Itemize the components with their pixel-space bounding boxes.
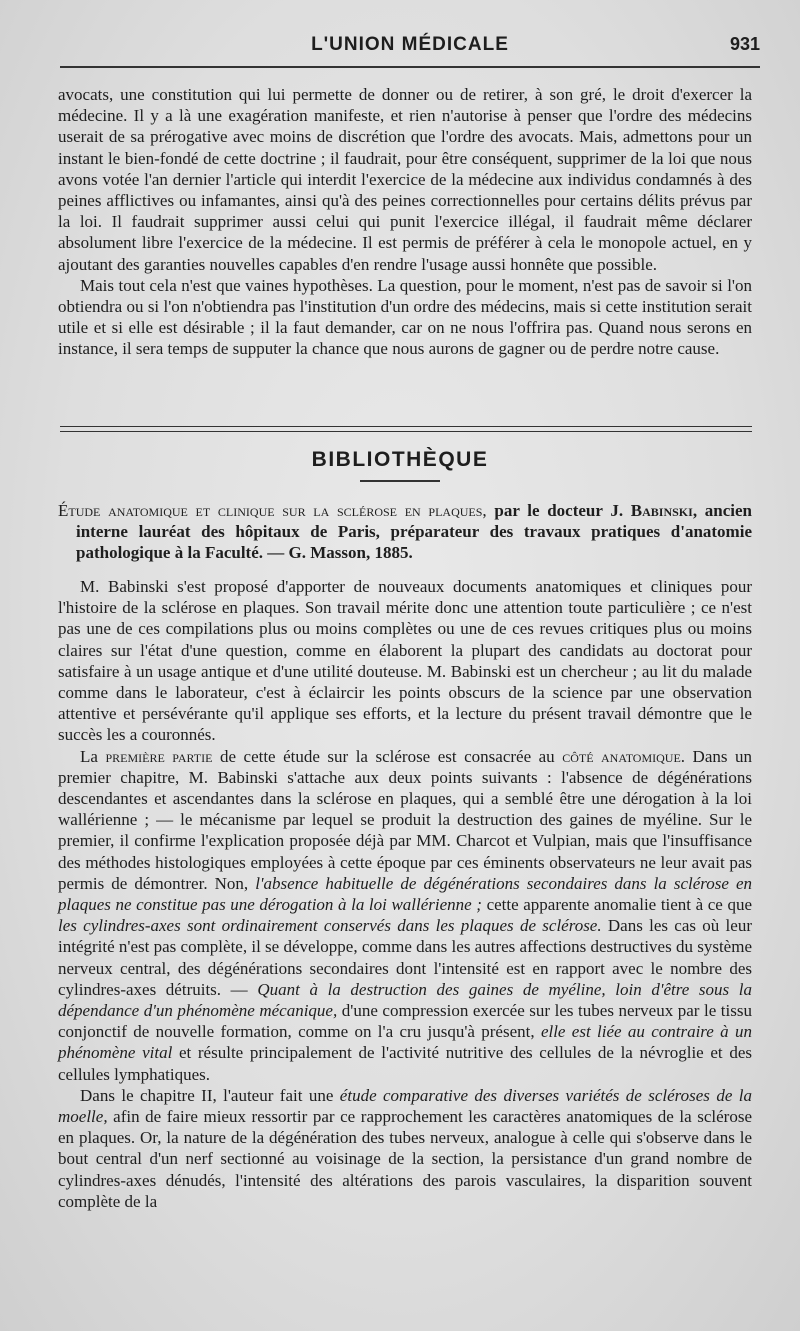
book-reference xyxy=(58,500,752,564)
section-divider xyxy=(60,426,752,432)
reference-title: Étude anatomique et clinique sur la sclérose en plaques, xyxy=(58,501,487,520)
p2-smallcaps-1: première partie xyxy=(105,746,213,766)
p2-italic-3: Quant à la destruction des gaines de myéline, loin d'être sous la dépendance d'un phénomène mécanique, xyxy=(58,979,752,1021)
p2-text-c: Dans un premier chapitre, M. Babinski s'attache aux deux points suivants : l'absence de dégénérations descendantes et ascendantes dans la sclérose en plaques, qui a semblé être une dérogation à la loi wallérienne ; — le mécanisme par lequel se produit la destruction des gaines de myéline. Sur le premier, il confirme l'explication proposée déjà par MM. Charcot et Vulpian, mais que l'insuffisance des méthodes histologiques employées à cette époque par ces éminents observateurs ne leur avait pas permis de démontrer. Non, xyxy=(58,746,752,893)
p3-italic-1: étude comparative des diverses variétés de scléroses de la moelle, xyxy=(58,1085,752,1127)
running-title: L'UNION MÉDICALE xyxy=(311,34,509,55)
reference-author-name: Babinski xyxy=(630,501,693,520)
p2-text-e: Dans les cas où leur intégrité n'est pas complète, il se développe, comme dans les autres affections destructives du système nerveux central, des dégénérations secondaires dont l'intensité est en rapport avec le nombre des cylindres-axes détruits. — xyxy=(58,916,752,999)
article-continuation xyxy=(58,84,752,360)
p2-text-d: cette apparente anomalie tient à ce que xyxy=(481,895,752,915)
review-paragraph-1: M. Babinski s'est proposé d'apporter de nouveaux documents anatomiques et cliniques pour l'histoire de la sclérose en plaques. Son travail mérite donc une attention toute particulière ; ce n'est pas une de ces compilations plus ou moins complètes ou une de ces revues critiques plus ou moins claires sur l'état d'une question, comme en élaborent la plupart des candidats au doctorat pour satisfaire à un usage antique et d'une utilité douteuse. M. Babinski est un chercheur ; au lit du malade comme dans le laborateur, c'est à éclaircir les points obscurs de la science par une observation attentive et persévérante qu'il applique ses efforts, et la lecture du présent travail démontre que le succès les a couronnés. xyxy=(58,577,752,745)
header-rule xyxy=(60,66,760,68)
review-paragraph-2 xyxy=(58,746,752,1085)
continuation-paragraph-1: avocats, une constitution qui lui permette de donner ou de retirer, à son gré, le droit d'exercer la médecine. Il y a là une exagération manifeste, et rien n'autorise à penser que l'ordre des médecins userait de sa prérogative avec moins de discrétion que l'ordre des avocats. Mais, admettons pour un instant le bien-fondé de cette doctrine ; il faudrait, pour être conséquent, supprimer de la loi que nous avons votée l'an dernier l'article qui interdit l'exercice de la médecine aux individus condamnés à des peines afflictives ou infamantes, ainsi qu'à des peines correctionnelles pour certains délits prévus par la loi. Il faudrait supprimer aussi celui qui punit l'exercice illégal, il faudrait même déclarer absolument libre l'exercice de la médecine. Il est permis de préférer à cela le monopole actuel, en y ajoutant des garanties nouvelles capables d'en rendre l'usage aussi honnête que possible. xyxy=(58,85,752,274)
p3-text-a: Dans le chapitre II, l'auteur fait une xyxy=(80,1085,340,1105)
p2-smallcaps-2: côté anatomique. xyxy=(562,746,686,766)
reference-entry xyxy=(58,500,752,564)
section-title: BIBLIOTHÈQUE xyxy=(311,448,489,471)
reference-author-pre: par le docteur J. xyxy=(486,501,631,520)
review-body xyxy=(58,576,752,1212)
p2-text-b: de cette étude sur la sclérose est consacrée au xyxy=(212,746,563,766)
p2-text-g: et résulte principalement de l'activité nutritive des cellules de la névroglie et des cellules lymphatiques. xyxy=(58,1043,752,1084)
title-underline xyxy=(360,480,440,482)
reference-author-post: , ancien interne lauréat des hôpitaux de Paris, préparateur des travaux pratiques d'anatomie pathologique à la Faculté. — G. Masson, 1885. xyxy=(76,501,752,563)
page-header xyxy=(60,34,760,64)
continuation-paragraph-2: Mais tout cela n'est que vaines hypothèses. La question, pour le moment, n'est pas de savoir si l'on obtiendra ou si l'on n'obtiendra pas l'institution d'un ordre des médecins, mais si cette institution serait utile et si elle est désirable ; il la faut demander, car on ne nous l'offrira pas. Quand nous serons en instance, il sera temps de supputer la chance que nous aurons de gagner ou de perdre notre cause. xyxy=(58,275,752,359)
p2-text-a: La xyxy=(80,746,106,766)
p2-italic-2: les cylindres-axes sont ordinairement conservés dans les plaques de sclérose. xyxy=(58,916,602,936)
review-paragraph-3 xyxy=(58,1085,752,1212)
p2-text-f: d'une compression exercée sur les tubes nerveux par le tissu conjonctif de nouvelle formation, comme on l'a cru jusqu'à présent, xyxy=(58,1001,752,1042)
page-number: 931 xyxy=(729,34,760,54)
p3-text-b: afin de faire mieux ressortir par ce rapprochement les caractères anatomiques de la sclérose en plaques. Or, la nature de la dégénération des tubes nerveux, analogue à celle qui s'observe dans le bout central d'un nerf sectionné au voisinage de la section, la persistance d'un grand nombre de cylindres-axes dénudés, l'intensité des altérations des parois vasculaires, la disparition souvent complète de la xyxy=(58,1107,752,1211)
p2-italic-1: l'absence habituelle de dégénérations secondaires dans la sclérose en plaques ne constitue pas une dérogation à la loi wallérienne ; xyxy=(58,873,752,915)
p2-italic-4: elle est liée au contraire à un phénomène vital xyxy=(58,1022,752,1063)
